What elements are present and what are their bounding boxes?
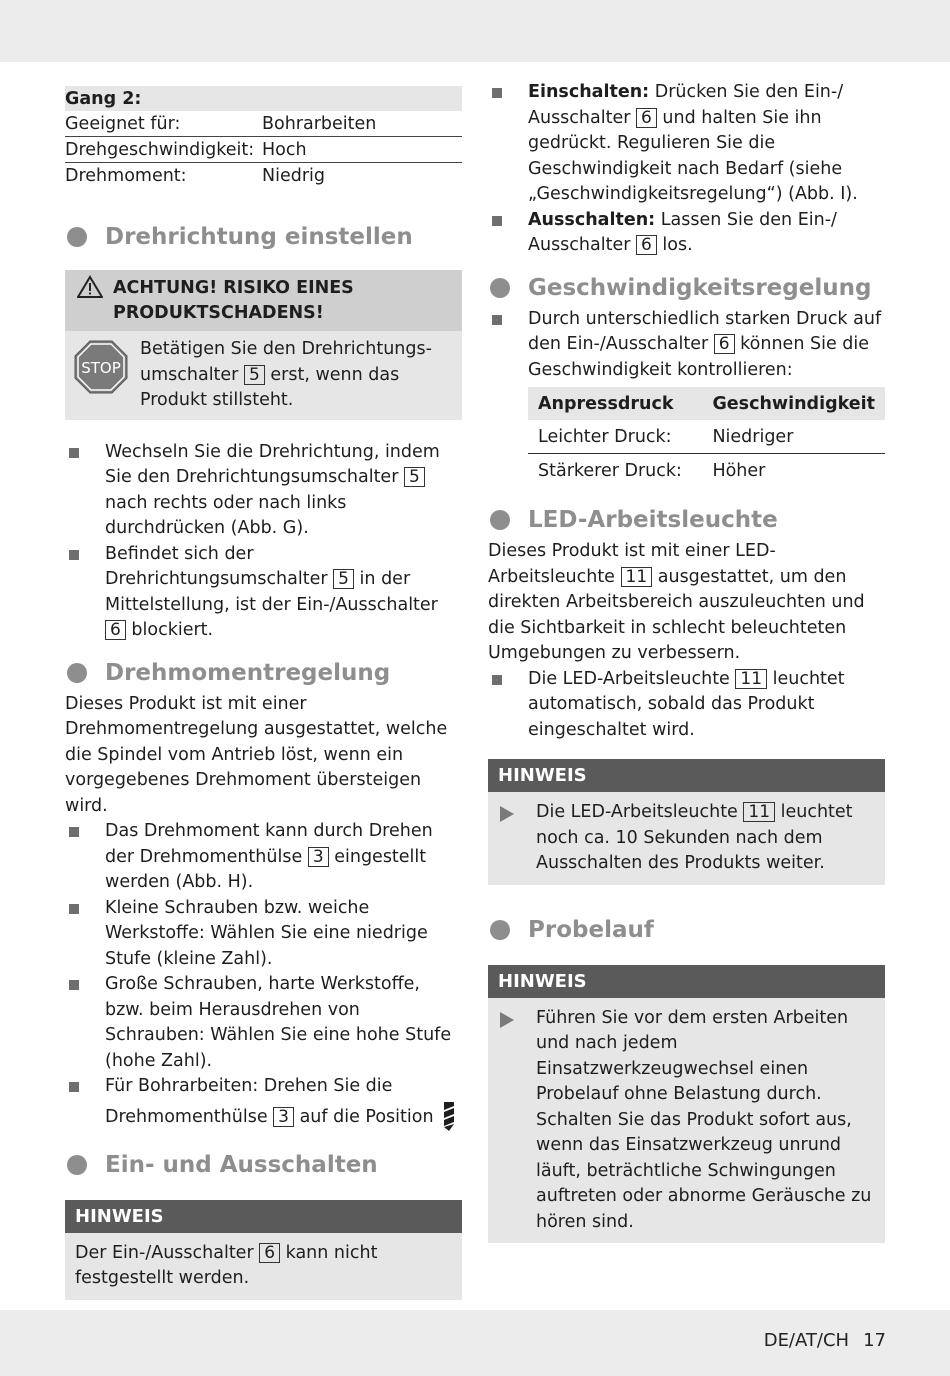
list-bold: Einschalten:: [528, 82, 650, 102]
led-intro-text: ausgestattet, um den direkten Arbeitsbereich auszuleuchten und die Sichtbarkeit in schlecht beleuchteten Umgebungen zu verbessern.: [488, 566, 865, 663]
list-item: [488, 80, 885, 208]
list-text: blockiert.: [131, 620, 214, 640]
list-text: Die LED-Arbeitsleuchte: [528, 668, 730, 689]
list-item: [65, 542, 462, 644]
square-bullet-icon: [492, 675, 502, 685]
page-number: 17: [863, 1330, 886, 1351]
arrow-right-icon: [500, 1012, 514, 1028]
heading-bullet-icon: [490, 278, 510, 298]
square-bullet-icon: [492, 315, 502, 325]
heading-drehrichtung: [65, 220, 462, 254]
square-bullet-icon: [69, 827, 79, 837]
heading-bullet-icon: [490, 510, 510, 530]
list-text: auf die Position: [299, 1106, 434, 1127]
warning-header: [65, 270, 462, 331]
heading-bullet-icon: [67, 663, 87, 683]
list-text: Lassen Sie den Ein-/ Ausschalter: [528, 209, 837, 255]
table-cell: Leichter Druck:: [528, 420, 702, 454]
list-text: Große Schrauben, harte Werkstoffe, bzw. beim Herausdrehen von Schrauben: Wählen Sie eine hohe Stufe (hohe Zahl).: [105, 974, 452, 1071]
part-ref: 5: [404, 467, 425, 487]
list-text: Befindet sich der Drehrichtungsumschalter: [105, 543, 328, 589]
note-body: [488, 792, 885, 885]
note-box: [488, 759, 885, 885]
left-column: [65, 86, 462, 1300]
list-item: [488, 667, 885, 744]
warning-text: Betätigen Sie den Drehrichtungs-umschalter: [140, 339, 432, 385]
note-text: Die LED-Arbeitsleuchte: [536, 802, 738, 822]
heading-text: Drehrichtung einstellen: [105, 224, 413, 250]
list-text: leuchtet automatisch, sobald das Produkt eingeschaltet wird.: [528, 668, 845, 740]
list-text: los.: [662, 235, 693, 255]
heading-led: [488, 503, 885, 537]
heading-text: Geschwindigkeitsregelung: [528, 274, 872, 301]
part-ref: 6: [714, 334, 735, 354]
list-text: in der Mittelstellung, ist der Ein-/Ausschalter: [105, 569, 438, 615]
square-bullet-icon: [492, 216, 502, 226]
footer-region: DE/AT/CH: [763, 1330, 850, 1351]
gang-value: Hoch: [262, 137, 462, 163]
top-band: [0, 0, 950, 62]
list-item: [65, 972, 462, 1074]
gang-value: Niedrig: [262, 165, 325, 186]
square-bullet-icon: [69, 980, 79, 990]
note-text: Der Ein-/Ausschalter: [75, 1242, 254, 1263]
list-text: Kleine Schrauben bzw. weiche Werkstoffe: Wählen Sie eine niedrige Stufe (kleine Zahl).: [105, 897, 428, 969]
part-ref: 11: [621, 567, 653, 587]
stop-label: STOP: [81, 359, 121, 377]
list-item: [65, 896, 462, 973]
part-ref: 5: [333, 569, 354, 589]
heading-geschwindigkeit: [488, 271, 885, 305]
part-ref: 3: [308, 847, 329, 867]
note-text: kann nicht festgestellt werden.: [75, 1242, 378, 1288]
part-ref: 3: [273, 1107, 294, 1127]
note-box: [65, 1200, 462, 1300]
square-bullet-icon: [69, 904, 79, 914]
led-intro: [488, 539, 885, 667]
drehmoment-intro: Dieses Produkt ist mit einer Drehmomentregelung ausgestattet, welche die Spindel vom Antrieb löst, wenn ein vorgegebenes Drehmoment übersteigen wird.: [65, 693, 448, 816]
square-bullet-icon: [69, 448, 79, 458]
list-text: und halten Sie ihn gedrückt. Regulieren Sie die Geschwindigkeit nach Bedarf (siehe „Geschwindigkeitsregelung“) (Abb. I).: [528, 107, 858, 204]
heading-text: Drehmomentregelung: [105, 659, 391, 686]
square-bullet-icon: [492, 88, 502, 98]
arrow-right-icon: [500, 806, 514, 822]
note-body: [65, 1233, 462, 1300]
stop-sign-icon: [73, 339, 129, 395]
part-ref: 6: [105, 620, 126, 640]
note-box: [488, 965, 885, 1244]
warning-title: ACHTUNG! RISIKO EINES PRODUKTSCHADENS!: [113, 278, 354, 323]
table-header: Geschwindigkeit: [702, 387, 885, 420]
warning-triangle-icon: [77, 275, 103, 299]
list-text: Durch unterschiedlich starken Druck auf den Ein-/Ausschalter: [528, 308, 882, 354]
list-item: [65, 1074, 462, 1132]
heading-bullet-icon: [67, 1155, 87, 1175]
heading-text: Probelauf: [528, 916, 654, 943]
right-column: [488, 80, 885, 1243]
note-text: Führen Sie vor dem ersten Arbeiten und nach jedem Einsatzwerkzeugwechsel einen Probelauf ohne Belastung durch. Schalten Sie das Produkt sofort aus, wenn das Einsatzwerkzeug unrund läuft, beträchtliche Schwingungen auftreten oder abnorme Geräusche zu hören sind.: [536, 1007, 872, 1232]
list-bold: Ausschalten:: [528, 209, 656, 230]
list-item: [65, 440, 462, 542]
part-ref: 6: [636, 235, 657, 255]
drill-bit-icon: [441, 1100, 457, 1132]
list-text: Für Bohrarbeiten: Drehen Sie die Drehmomenthülse: [105, 1076, 393, 1127]
list-text: Das Drehmoment kann durch Drehen der Drehmomenthülse: [105, 821, 433, 867]
list-text: können Sie die Geschwindigkeit kontrollieren:: [528, 334, 870, 380]
gang-label: Drehmoment:: [65, 165, 187, 186]
note-body: [488, 998, 885, 1244]
heading-text: LED-Arbeitsleuchte: [528, 507, 778, 533]
note-title: HINWEIS: [488, 759, 885, 792]
list-text: eingestellt werden (Abb. H).: [105, 846, 427, 892]
heading-bullet-icon: [490, 920, 510, 940]
list-text: Drücken Sie den Ein-/ Ausschalter: [528, 82, 844, 128]
heading-text: Ein- und Ausschalten: [105, 1151, 378, 1178]
gang-label: Geeignet für:: [65, 111, 262, 137]
list-item: [488, 307, 885, 384]
square-bullet-icon: [69, 1082, 79, 1092]
list-text: nach rechts oder nach links durchdrücken (Abb. G).: [105, 492, 347, 538]
page-footer: [764, 1330, 886, 1351]
pressure-table: [528, 387, 885, 487]
table-cell: Niedriger: [702, 420, 885, 454]
note-title: HINWEIS: [488, 965, 885, 998]
gang-label: Drehgeschwindigkeit:: [65, 137, 262, 163]
heading-probelauf: [488, 913, 885, 947]
warning-body: [65, 331, 462, 420]
list-item: [488, 208, 885, 259]
gang-title: Gang 2:: [65, 86, 462, 111]
led-intro-text: Dieses Produkt ist mit einer LED-Arbeitsleuchte: [488, 541, 776, 587]
warning-box: [65, 270, 462, 420]
list-text: Wechseln Sie die Drehrichtung, indem Sie den Drehrichtungsumschalter: [105, 441, 440, 487]
note-text: leuchtet noch ca. 10 Sekunden nach dem Ausschalten des Produkts weiter.: [536, 802, 853, 873]
gang-table: [65, 86, 462, 188]
heading-drehmoment: [65, 656, 462, 690]
list-item: [65, 819, 462, 896]
part-ref: 6: [636, 108, 657, 128]
heading-einaus: [65, 1148, 462, 1182]
table-header: Anpressdruck: [528, 387, 702, 420]
table-cell: Höher: [712, 460, 766, 481]
table-cell: Stärkerer Druck:: [538, 460, 682, 481]
gang-value: Bohrarbeiten: [262, 111, 462, 137]
part-ref: 5: [244, 365, 265, 385]
part-ref: 11: [735, 669, 767, 689]
note-title: HINWEIS: [65, 1200, 462, 1233]
part-ref: 6: [259, 1243, 280, 1263]
heading-bullet-icon: [67, 227, 87, 247]
warning-text: erst, wenn das Produkt stillsteht.: [140, 364, 400, 410]
part-ref: 11: [743, 802, 775, 822]
square-bullet-icon: [69, 550, 79, 560]
